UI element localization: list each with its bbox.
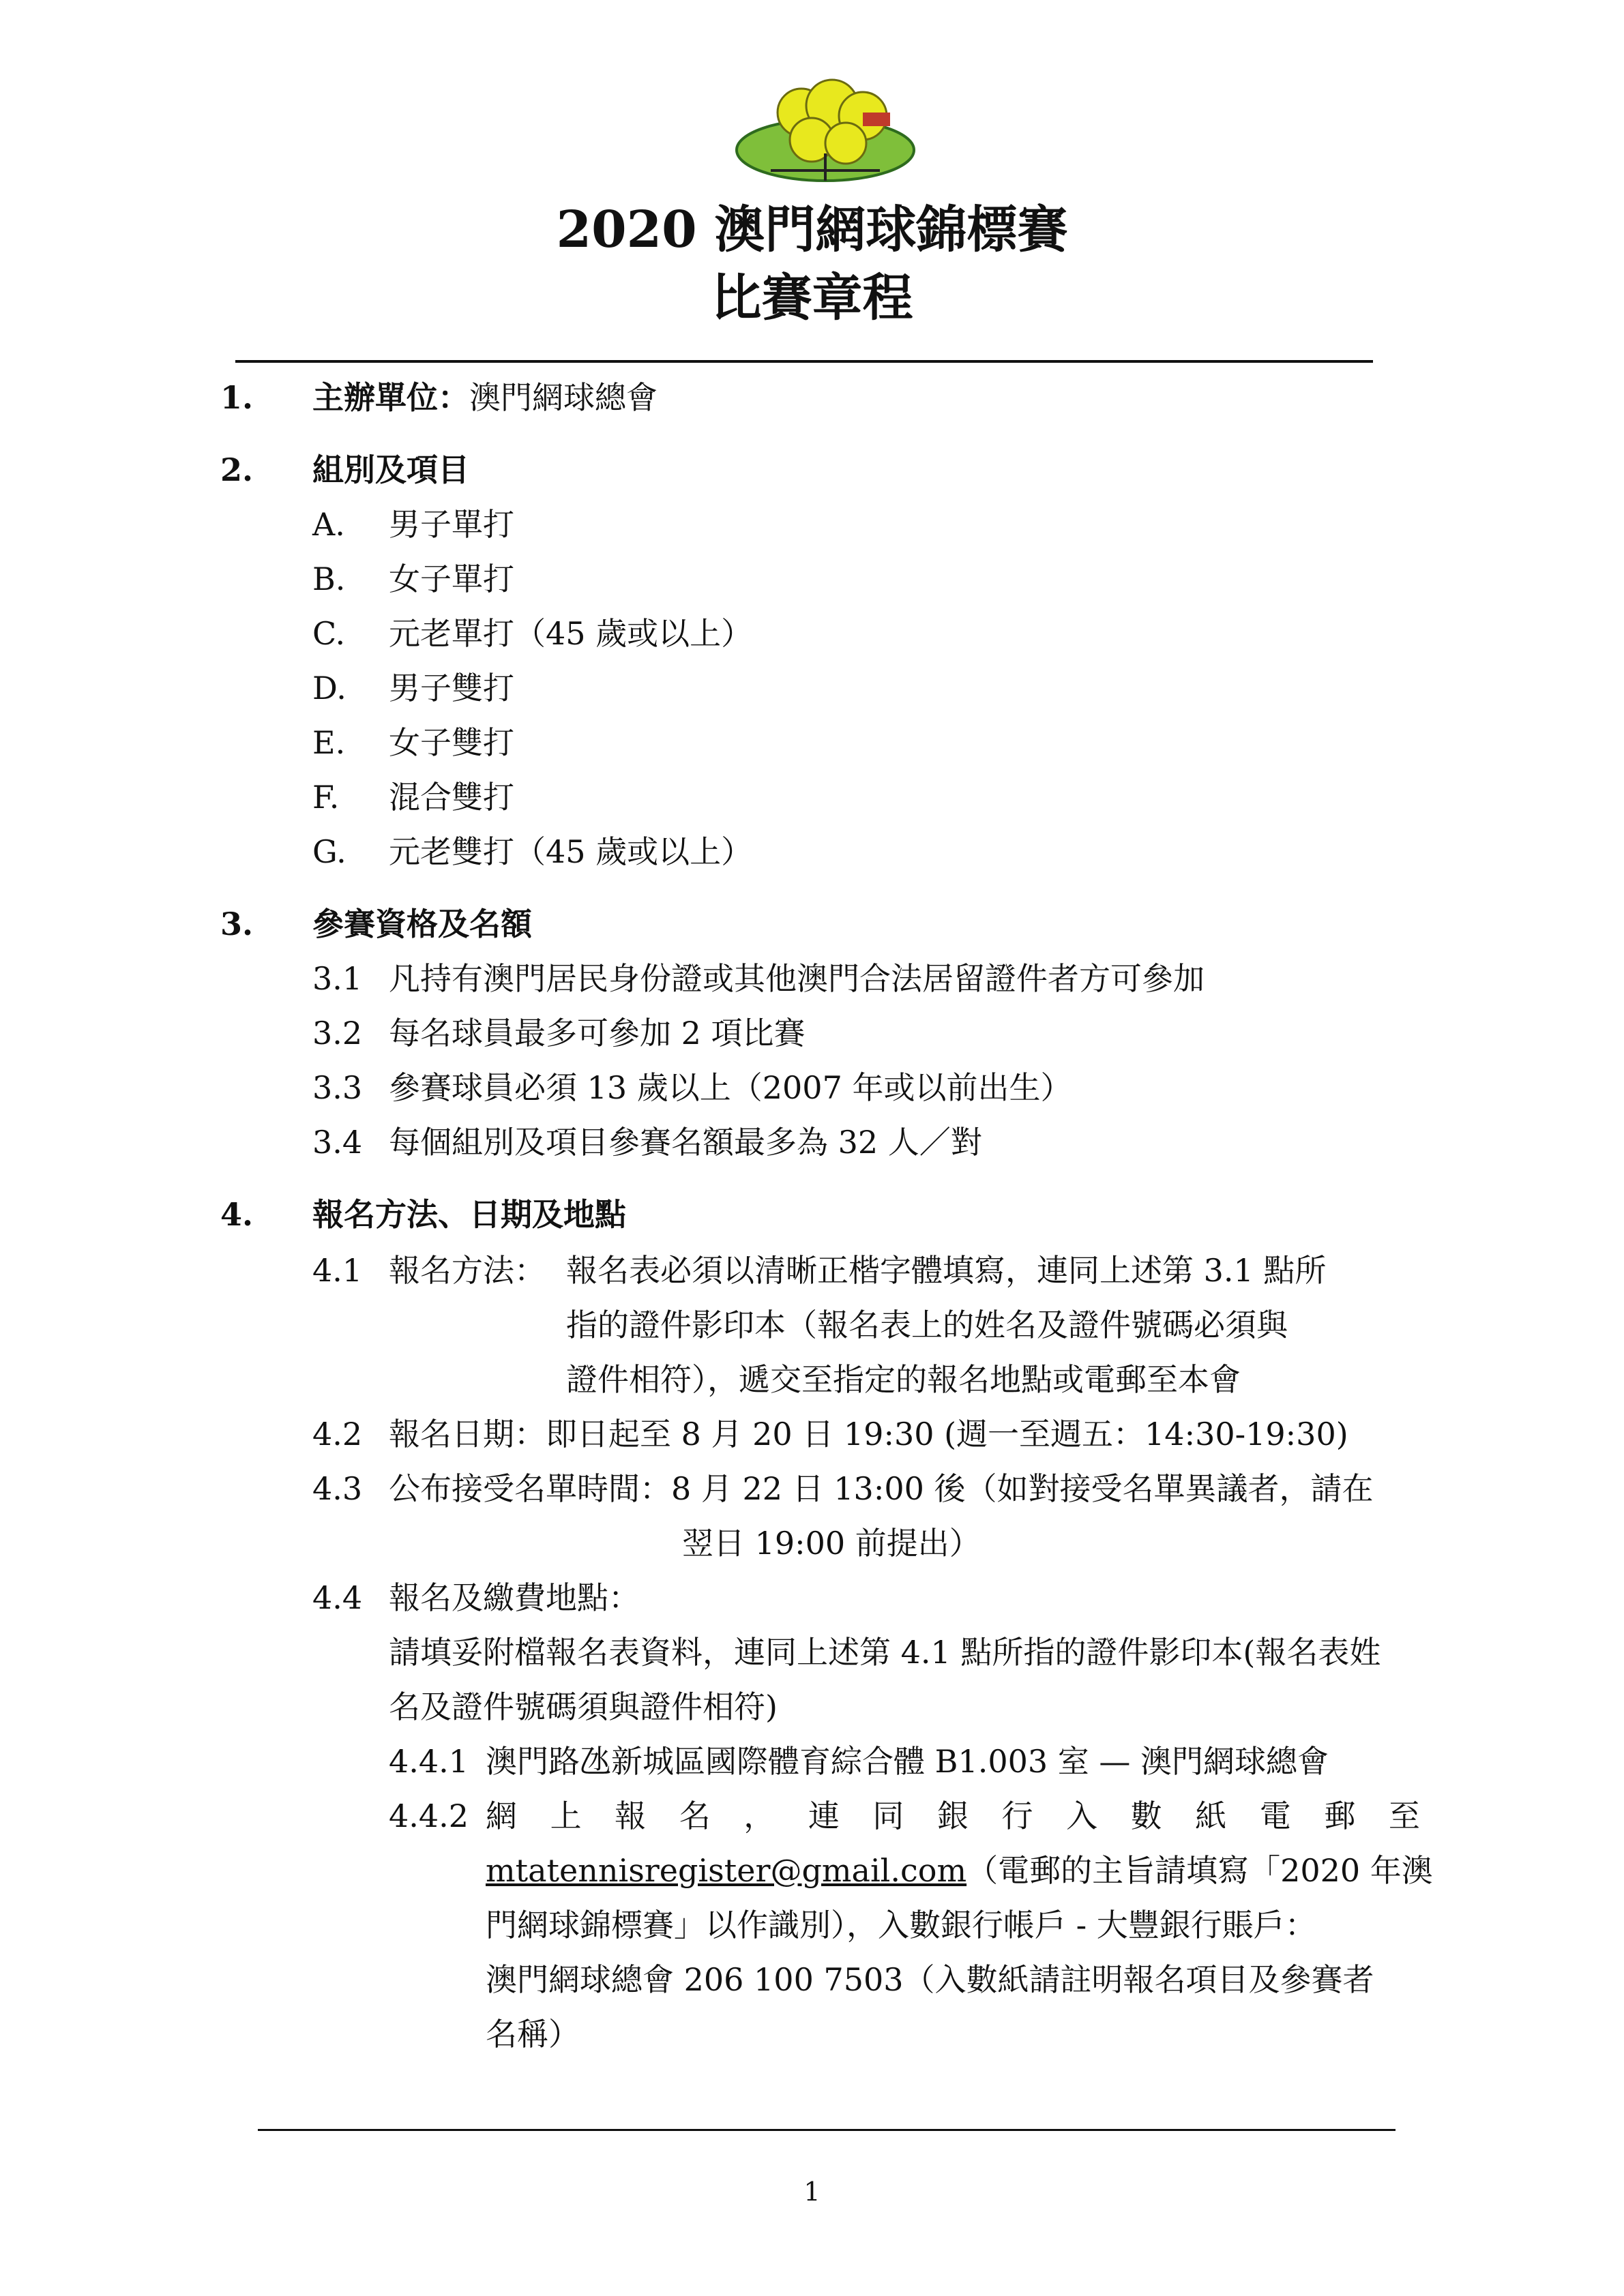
category-text: 女子單打	[389, 561, 514, 597]
eligibility-number: 3.4	[312, 1124, 363, 1161]
eligibility-number: 3.2	[312, 1015, 363, 1052]
category-text: 混合雙打	[389, 779, 514, 816]
online-word: ，	[743, 1798, 776, 1834]
category-letter: C.	[312, 615, 346, 652]
item-4-4-1-number: 4.4.1	[389, 1743, 469, 1780]
section-1-number: 1.	[220, 379, 254, 416]
section-4-heading: 報名方法、日期及地點	[312, 1196, 626, 1233]
item-4-4-1-text: 澳門路氹新城區國際體育綜合體 B1.003 室 — 澳門網球總會	[486, 1743, 1329, 1780]
page-number: 1	[803, 2177, 821, 2207]
organizer-label: 主辦單位：	[312, 379, 469, 416]
item-4-1-line-3: 證件相符），遞交至指定的報名地點或電郵至本會	[566, 1361, 1241, 1398]
category-text: 元老雙打（45 歲或以上）	[389, 833, 753, 870]
category-letter: D.	[312, 670, 346, 706]
item-4-4-2-line-4: 澳門網球總會 206 100 7503（入數紙請註明報名項目及參賽者	[486, 1961, 1374, 1998]
item-4-1-label: 報名方法：	[389, 1252, 546, 1289]
item-4-4-2-line-2	[486, 1852, 1433, 1889]
item-4-4-line-1: 請填妥附檔報名表資料，連同上述第 4.1 點所指的證件影印本(報名表姓	[389, 1634, 1381, 1671]
category-text: 元老單打（45 歲或以上）	[389, 615, 753, 652]
item-4-4-2-line-5: 名稱）	[486, 2016, 580, 2053]
online-word: 行	[1001, 1798, 1033, 1834]
eligibility-number: 3.3	[312, 1069, 363, 1106]
eligibility-text: 每名球員最多可參加 2 項比賽	[389, 1015, 806, 1052]
item-4-4-2-line-1	[486, 1800, 1420, 1832]
online-word: 網	[486, 1798, 517, 1834]
category-letter: E.	[312, 724, 346, 761]
header-divider	[235, 360, 1373, 363]
eligibility-text: 凡持有澳門居民身份證或其他澳門合法居留證件者方可參加	[389, 960, 1205, 997]
item-4-3-line-2: 翌日 19:00 前提出）	[682, 1525, 981, 1562]
item-4-4-label: 報名及繳費地點：	[389, 1579, 640, 1616]
online-word: 名	[679, 1798, 711, 1834]
document-subtitle: 比賽章程	[711, 269, 913, 327]
eligibility-text: 每個組別及項目參賽名額最多為 32 人／對	[389, 1124, 982, 1161]
online-word: 數	[1130, 1798, 1162, 1834]
section-4-number: 4.	[220, 1196, 254, 1233]
section-1-line	[312, 379, 658, 416]
online-word: 連	[808, 1798, 840, 1834]
category-letter: G.	[312, 833, 346, 870]
eligibility-text: 參賽球員必須 13 歲以上（2007 年或以前出生）	[389, 1069, 1072, 1106]
macau-tennis-association-logo	[730, 75, 921, 184]
email-subject-note: （電郵的主旨請填寫「2020 年澳	[966, 1852, 1433, 1889]
item-4-2-text: 報名日期：即日起至 8 月 20 日 19:30 (週一至週五：14:30-19:30)	[389, 1416, 1348, 1452]
organizer-value: 澳門網球總會	[469, 379, 658, 416]
online-word: 報	[615, 1798, 647, 1834]
item-4-4-2-line-3: 門網球錦標賽」以作識別），入數銀行帳戶 - 大豐銀行賬戶：	[486, 1907, 1316, 1943]
footer-divider	[258, 2129, 1396, 2131]
online-word: 銀	[936, 1798, 969, 1834]
category-text: 男子單打	[389, 506, 514, 543]
section-2-heading: 組別及項目	[312, 451, 469, 488]
online-word: 同	[872, 1798, 904, 1834]
section-3-heading: 參賽資格及名額	[312, 906, 532, 942]
item-4-3-line-1: 公布接受名單時間：8 月 22 日 13:00 後（如對接受名單異議者，請在	[389, 1470, 1374, 1507]
section-2-number: 2.	[220, 451, 254, 488]
category-letter: A.	[312, 506, 345, 543]
document-title: 2020 澳門網球錦標賽	[556, 200, 1068, 259]
item-4-4-2-number: 4.4.2	[389, 1798, 469, 1834]
item-4-3-number: 4.3	[312, 1470, 363, 1507]
online-word: 電	[1259, 1798, 1291, 1834]
item-4-1-line-2: 指的證件影印本（報名表上的姓名及證件號碼必須與	[566, 1307, 1288, 1343]
online-word: 紙	[1195, 1798, 1227, 1834]
registration-email-link[interactable]: mtatennisregister@gmail.com	[486, 1852, 967, 1889]
section-3-number: 3.	[220, 906, 254, 942]
online-word: 上	[550, 1798, 582, 1834]
category-letter: F.	[312, 779, 340, 816]
category-text: 男子雙打	[389, 670, 514, 706]
category-letter: B.	[312, 561, 346, 597]
item-4-1-line-1: 報名表必須以清晰正楷字體填寫，連同上述第 3.1 點所	[566, 1252, 1327, 1289]
item-4-2-number: 4.2	[312, 1416, 363, 1452]
online-word: 至	[1388, 1798, 1420, 1834]
item-4-4-line-2: 名及證件號碼須與證件相符)	[389, 1688, 778, 1725]
online-word: 入	[1066, 1798, 1098, 1834]
category-text: 女子雙打	[389, 724, 514, 761]
item-4-1-number: 4.1	[312, 1252, 363, 1289]
online-word: 郵	[1324, 1798, 1356, 1834]
eligibility-number: 3.1	[312, 960, 363, 997]
item-4-4-number: 4.4	[312, 1579, 363, 1616]
